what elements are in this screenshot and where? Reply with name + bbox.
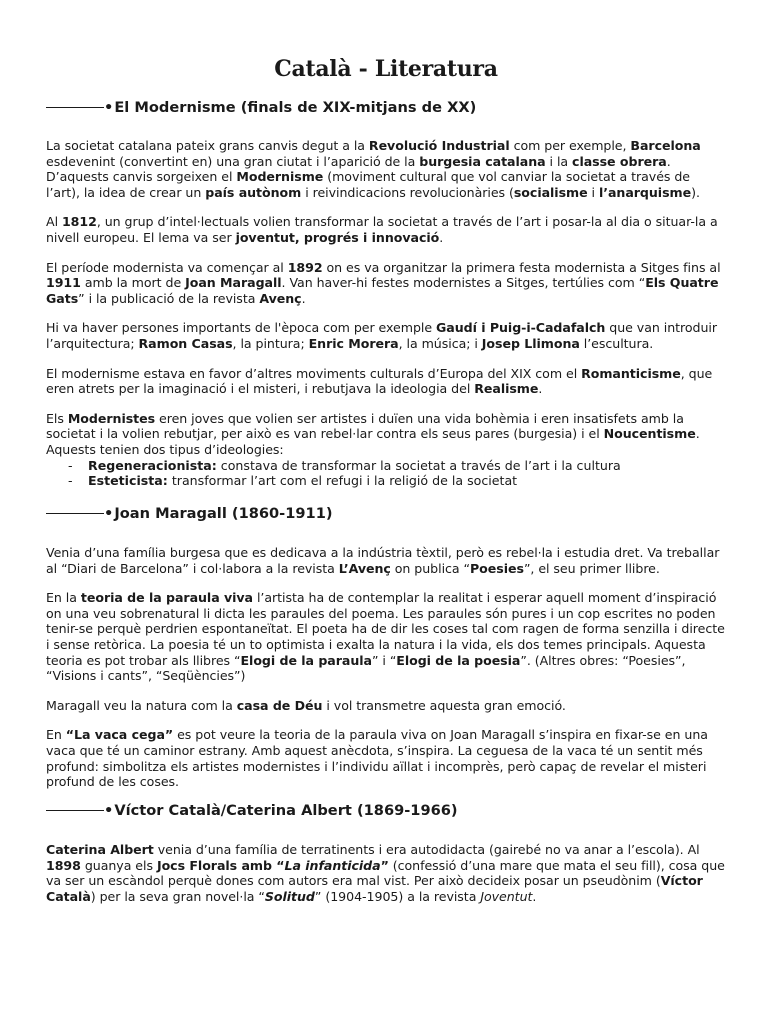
paragraph: En “La vaca cega” es pot veure la teoria de la paraula viva on Joan Maragall s’inspira en fixar-se en una vaca que té un caminor estrany. Amb aquest anècdota, s’inspira. La ceguesa de la vaca té un sentit més profund: simbolitza els artistes modernistes i l’individu aïllat i incomprès, però capaç de revelar el misteri profund de les coses. — [46, 727, 708, 790]
section-heading: • Víctor Català/Caterina Albert (1869-1966) — [46, 802, 726, 819]
heading-rule — [46, 513, 104, 514]
paragraph: El modernisme estava en favor d’altres moviments culturals d’Europa del XIX com el Romanticisme, que eren atrets per la imaginació i el misteri, i rebutjava la ideologia del Realisme. — [46, 365, 713, 397]
page-title: Català - Literatura — [274, 56, 498, 82]
paragraph: Caterina Albert venia d’una família de terratinents i era autodidacta (gairebé no va anar a l’escola). Al 1898 guanya els Jocs Florals amb “La infanticida” (confessió d’una mare que mata el seu fill), cosa que va ser un escàndol perquè dones com autors era mal vist. Per això decideix posar un pseudònim (Víctor Català) per la seva gran novel·la “Solitud” (1904-1905) a la revista Joventut. — [46, 842, 725, 904]
paragraph: Maragall veu la natura com la casa de Déu i vol transmetre aquesta gran emoció. — [46, 697, 566, 713]
paragraph: La societat catalana pateix grans canvis degut a la Revolució Industrial com per exemple, Barcelona esdevenint (convertint en) una gran ciutat i l’aparició de la burgesia catalana i la classe obrera. D’aquests canvis sorgeixen el Modernisme (moviment cultural que vol canviar la societat a través de l’art), la idea de crear un país autònom i reivindicacions revolucionàries (socialisme i l’anarquisme). — [46, 138, 701, 200]
paragraph: Els Modernistes eren joves que volien ser artistes i duïen una vida bohèmia i eren insatisfets amb la societat i la volien rebutjar, per això es van rebel·lar contra els seus pares (burgesia) i el Noucentisme. Aquests tenien dos tipus d’ideologies: — [46, 410, 700, 457]
ideology-list — [46, 458, 726, 489]
section-maragall — [46, 505, 726, 804]
heading-rule — [46, 107, 104, 108]
section-catala — [46, 802, 726, 918]
paragraph: El període modernista va començar al 1892 on es va organitzar la primera festa modernista a Sitges fins al 1911 amb la mort de Joan Maragall. Van haver-hi festes modernistes a Sitges, tertúlies com “Els Quatre Gats” i la publicació de la revista Avenç. — [46, 259, 721, 306]
heading-rule — [46, 810, 104, 811]
list-item: - Esteticista: transformar l’art com el refugi i la religió de la societat — [68, 473, 726, 489]
paragraph: Al 1812, un grup d’intel·lectuals volien transformar la societat a través de l’art i posar-la al dia o situar-la a nivell europeu. El lema va ser joventut, progrés i innovació. — [46, 214, 718, 245]
section-heading: • El Modernisme (finals de XIX-mitjans de XX) — [46, 99, 726, 116]
list-item: - Regeneracionista: constava de transformar la societat a través de l’art i la cultura — [68, 458, 726, 474]
section-modernisme — [46, 99, 726, 489]
paragraph: En la teoria de la paraula viva l’artista ha de contemplar la realitat i esperar aquell moment d’inspiració on una veu sobrenatural li dicta les paraules del poema. Les paraules són pures i un cop escrites no poden tenir-se perquè perdrien espontaneïtat. El poeta ha de dir les coses tal com ragen de forma senzilla i directe i sense retòrica. La poesia té un to optimista i exalta la natura i la vida, els dos temes principals. Aquesta teoria es pot trobar als llibres “Elogi de la paraula” i “Elogi de la poesia”. (Altres obres: “Poesies”, “Visions i cants”, “Seqüències”) — [46, 590, 725, 684]
section-heading: • Joan Maragall (1860-1911) — [46, 505, 726, 522]
paragraph: Venia d’una família burgesa que es dedicava a la indústria tèxtil, però es rebel·la i estudia dret. Va treballar al “Diari de Barcelona” i col·labora a la revista L’Avenç on publica “Poesies”, el seu primer llibre. — [46, 545, 720, 576]
paragraph: Hi va haver persones importants de l'època com per exemple Gaudí i Puig-i-Cadafalch que van introduir l’arquitectura; Ramon Casas, la pintura; Enric Morera, la música; i Josep Llimona l’escultura. — [46, 320, 717, 351]
